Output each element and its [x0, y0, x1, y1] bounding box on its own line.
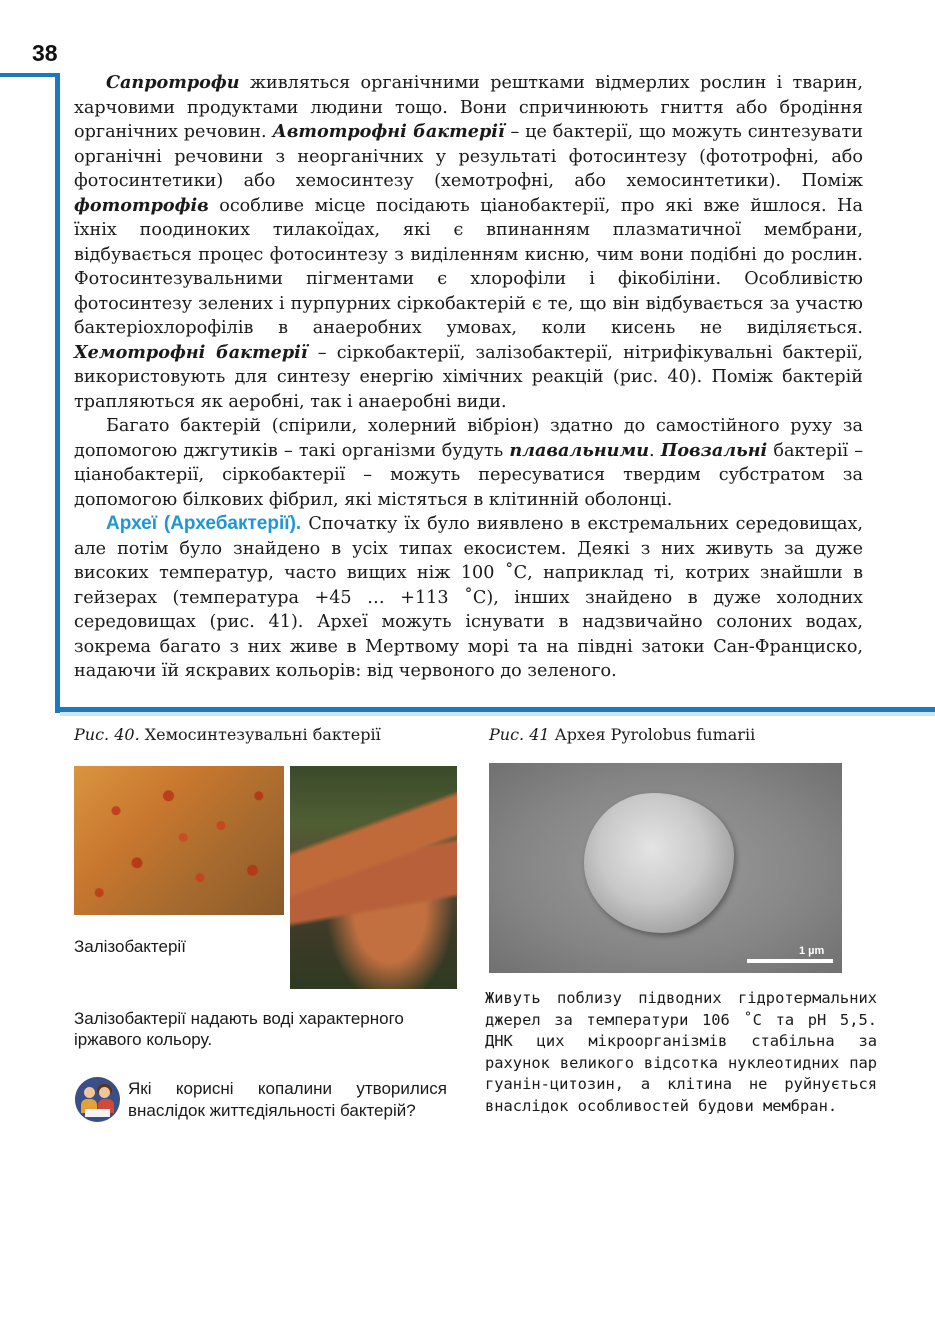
- term-swimming: плавальними: [509, 439, 649, 461]
- icon-part: [84, 1087, 95, 1098]
- frame-left-rule: [55, 73, 60, 713]
- fig40-caption: [74, 725, 381, 745]
- fig41-title: Архея Pyrolobus fumarii: [549, 725, 756, 744]
- term-phototrophs: фототрофів: [74, 194, 209, 216]
- paragraph-autotrophs: [74, 71, 863, 414]
- term-autotrophic-bacteria: Автотрофні бактерії: [272, 121, 505, 142]
- term-chemotrophic-bacteria: Хемотрофні бактерії: [74, 341, 308, 363]
- text-run: бактерії – ціанобактерії, сіркобактерії – можуть пересуватися твердим субстратом за допомогою білкових фібрил, які містяться в клітинній оболонці.: [74, 440, 863, 510]
- text-run: – це бактерії, що можуть синтезувати органічні речовини з неорганічних у результаті фотосинтезу (фототрофні, або фотосинтетики) або хемосинтезу (хемотрофні, або хемосинтетики). Поміж: [74, 122, 863, 191]
- paragraph-archaea: [74, 512, 863, 684]
- fig40-label: Рис. 40.: [74, 725, 140, 744]
- question-text: Які корисні копалини утворилися внаслідок життєдіяльності бактерій?: [128, 1079, 447, 1120]
- archaea-cell-shape: [584, 793, 734, 933]
- pyrolobus-sem-image: [489, 763, 842, 973]
- main-text-block: [74, 71, 863, 684]
- archaea-heading: Археї (Архебактерії).: [106, 513, 302, 534]
- icon-part: [85, 1109, 110, 1117]
- fig40-description: Залізобактерії надають воді характерного іржавого кольору.: [74, 1009, 404, 1049]
- scale-bar: [747, 959, 833, 963]
- text-run: особливе місце посідають ціанобактерії, про які вже йшлося. На їхніх поодиноких тилакоїдах, які є впинанням плазматичної мембрани, відбувається процес фотосинтезу з виділенням кисню, чим вони подібні до рослин. Фотосинтезувальними пігментами є хлорофіли і фікобіліни. Особливістю фотосинтезу зелених і пурпурних сіркобактерій є те, що він відбувається за участю бактеріохлорофілів в анаеробних умовах, коли кисень не виділяється.: [74, 195, 863, 338]
- photo-caption-iron-bacteria: Залізобактерії: [74, 937, 186, 956]
- paragraph-motility: [74, 414, 863, 512]
- frame-bottom-shadow: [60, 712, 935, 716]
- term-saprotrophs: Сапротрофи: [106, 72, 240, 93]
- term-crawling: Повзальні: [660, 439, 768, 461]
- fig40-title: Хемосинтезувальні бактерії: [139, 725, 381, 744]
- text-run: Спочатку їх було виявлено в екстремальних середовищах, але потім було знайдено в усіх типах екосистем. Деякі з них живуть за дуже високих температур, часто вищих ніж 100 ˚С, наприклад ті, котрих знайшли в гейзерах (температура +45 … +113 ˚С), інших знайдено в дуже холодних середовищах (рис. 41). Археї можуть існувати в надзвичайно солоних водах, зокрема багато з них живе в Мертвому морі та на півдні затоки Сан-Франциско, надаючи їй яскравих кольорів: від червоного до зеленого.: [74, 514, 863, 681]
- text-run: живляться органічними рештками відмерлих рослин і тварин, харчовими продуктами людини тощо. Вони спричинюють гниття або бродіння органічних речовин.: [74, 73, 863, 142]
- fig41-label: Рис. 41: [489, 725, 550, 744]
- page-number: 38: [32, 40, 58, 66]
- students-reading-icon: [75, 1077, 120, 1122]
- text-run: – сіркобактерії, залізобактерії, нітрифікувальні бактерії, використовують для синтезу енергію хімічних реакцій (рис. 40). Поміж бактерій трапляються як аеробні, так і анаеробні види.: [74, 342, 863, 412]
- icon-part: [99, 1087, 110, 1098]
- text-run: Багато бактерій (спірили, холерний вібріон) здатно до самостійного руху за допомогою джгутиків – такі організми будуть: [74, 416, 863, 461]
- rusty-stream-photo: [290, 766, 457, 989]
- fig41-description: Живуть поблизу підводних гідротермальних джерел за температури 106 ˚С та pH 5,5. ДНК цих мікроорганізмів стабільна за рахунок великого відсотка нуклеотидних пар гуанін-цитозин, а клітина не руйнується внаслідок особливостей будови мембран.: [485, 989, 877, 1115]
- scale-bar-label: 1 µm: [799, 945, 825, 957]
- iron-bacteria-micrograph: [74, 766, 284, 915]
- fig41-caption: [489, 725, 755, 745]
- frame-top-rule: [0, 73, 60, 77]
- text-run: .: [649, 440, 661, 461]
